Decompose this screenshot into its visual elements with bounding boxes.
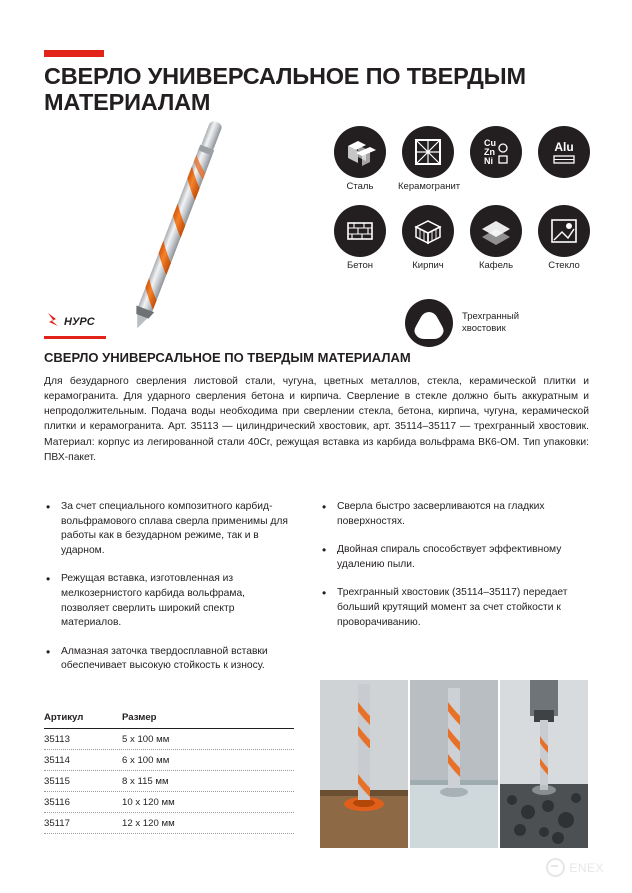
enex-ring-icon: [546, 858, 565, 877]
material-caption: Кирпич: [412, 260, 444, 271]
brand-name: НУРС: [64, 316, 95, 328]
drilling-wood-photo: [320, 680, 408, 848]
brand-mark-icon: [44, 310, 66, 334]
material-caption: Сталь: [346, 181, 374, 192]
feature-item: • Режущая вставка, изготовленная из мелкозернистого карбида вольфрама, позволяет сверлить широкий спектр материалов.: [44, 572, 296, 630]
drilling-tile-photo: [410, 680, 498, 848]
svg-text:Zn: Zn: [484, 147, 495, 157]
triangular-shank-icon: [405, 299, 453, 347]
material-caption: Кафель: [478, 260, 514, 271]
cell-size: 6 x 100 мм: [122, 755, 170, 766]
alu-icon: [538, 126, 590, 178]
cell-size: 10 x 120 мм: [122, 797, 175, 808]
shank-badge-text: [462, 311, 519, 335]
table-header-row: [44, 712, 294, 729]
product-image: [28, 110, 328, 340]
material-concrete: [330, 205, 390, 271]
footer-watermark: [546, 858, 604, 877]
material-glass: [534, 205, 594, 271]
cell-size: 5 x 100 мм: [122, 734, 170, 745]
title-accent-bar: [44, 50, 104, 57]
shank-badge-line2: хвостовик: [462, 323, 506, 334]
table-header-article: Артикул: [44, 712, 84, 723]
brick-icon: [402, 205, 454, 257]
drilling-metal-photo: [500, 680, 588, 848]
concrete-icon: [334, 205, 386, 257]
brand-logo: [44, 310, 108, 340]
feature-item: • Алмазная заточка твердосплавной вставки обеспечивает высокую стойкость к износу.: [44, 645, 296, 674]
feature-item: • Сверла быстро засверливаются на гладких поверхностях.: [320, 500, 588, 529]
table-row: [44, 729, 294, 750]
cu-zn-ni-icon: [470, 126, 522, 178]
table-header-size: Размер: [122, 712, 157, 723]
porcelain-stoneware-icon: [402, 126, 454, 178]
shank-badge-line1: Трехгранный: [462, 311, 520, 323]
material-alu: [534, 126, 594, 192]
steel-icon: [334, 126, 386, 178]
svg-text:Cu: Cu: [484, 138, 496, 148]
material-icons-grid: [330, 126, 600, 271]
material-caption: Бетон: [347, 260, 373, 271]
table-row: [44, 813, 294, 834]
table-row: [44, 771, 294, 792]
material-brick: [398, 205, 458, 271]
product-subtitle: СВЕРЛО УНИВЕРСАЛЬНОЕ ПО ТВЕРДЫМ МАТЕРИАЛАМ: [44, 350, 411, 365]
cell-article: 35113: [44, 734, 70, 745]
features-left-column: [44, 500, 296, 688]
material-cu-zn-ni: [466, 126, 526, 192]
footer-watermark-text: ENEX: [569, 860, 604, 875]
material-icons-row-2: [330, 205, 600, 271]
feature-item: • За счет специального композитного карбид-вольфрамового сплава сверла применимы для работы как в безударном режиме, так и в ударном.: [44, 500, 296, 558]
table-row: [44, 792, 294, 813]
feature-item: • Двойная спираль способствует эффективному удалению пыли.: [320, 543, 588, 572]
product-description: Для безударного сверления листовой стали, чугуна, цветных металлов, стекла, керамической плитки и керамогранита. Для ударного сверления бетона и кирпича. Сверление в стекле должно быть аккуратным и непродолжительным. Подача воды необходима при сверлении стекла, бетона, кирпича, чугуна, керамической плитки и керамогранита. Арт. 35113 — цилиндрический хвостовик, арт. 35114–35117 — трехгранный хвостовик. Материал: корпус из легированной стали 40Cr, режущая вставка из карбида вольфрама ВК6-ОМ. Тип упаковки: ПВХ-пакет.: [44, 376, 589, 463]
svg-text:Ni: Ni: [484, 156, 493, 166]
material-icons-row-1: [330, 126, 600, 192]
sizes-table: [44, 712, 294, 834]
material-caption: Керамогранит: [398, 181, 461, 192]
material-tile: [466, 205, 526, 271]
glass-icon: [538, 205, 590, 257]
shank-badge: [405, 299, 519, 347]
table-row: [44, 750, 294, 771]
cell-article: 35116: [44, 797, 70, 808]
features-right-column: [320, 500, 588, 644]
material-steel: [330, 126, 390, 192]
cell-article: 35114: [44, 755, 70, 766]
tile-icon: [470, 205, 522, 257]
page-title: СВЕРЛО УНИВЕРСАЛЬНОЕ ПО ТВЕРДЫМ МАТЕРИАЛАМ: [44, 63, 526, 115]
cell-article: 35117: [44, 818, 70, 829]
material-caption: Стекло: [548, 260, 580, 271]
feature-item: • Трехгранный хвостовик (35114–35117) передает больший крутящий момент за счет стойкости к проворачиванию.: [320, 586, 588, 630]
cell-size: 12 x 120 мм: [122, 818, 175, 829]
cell-size: 8 x 115 мм: [122, 776, 169, 787]
cell-article: 35115: [44, 776, 70, 787]
svg-text:Alu: Alu: [554, 140, 574, 154]
application-photos: [320, 680, 588, 848]
material-porcelain: [398, 126, 461, 192]
